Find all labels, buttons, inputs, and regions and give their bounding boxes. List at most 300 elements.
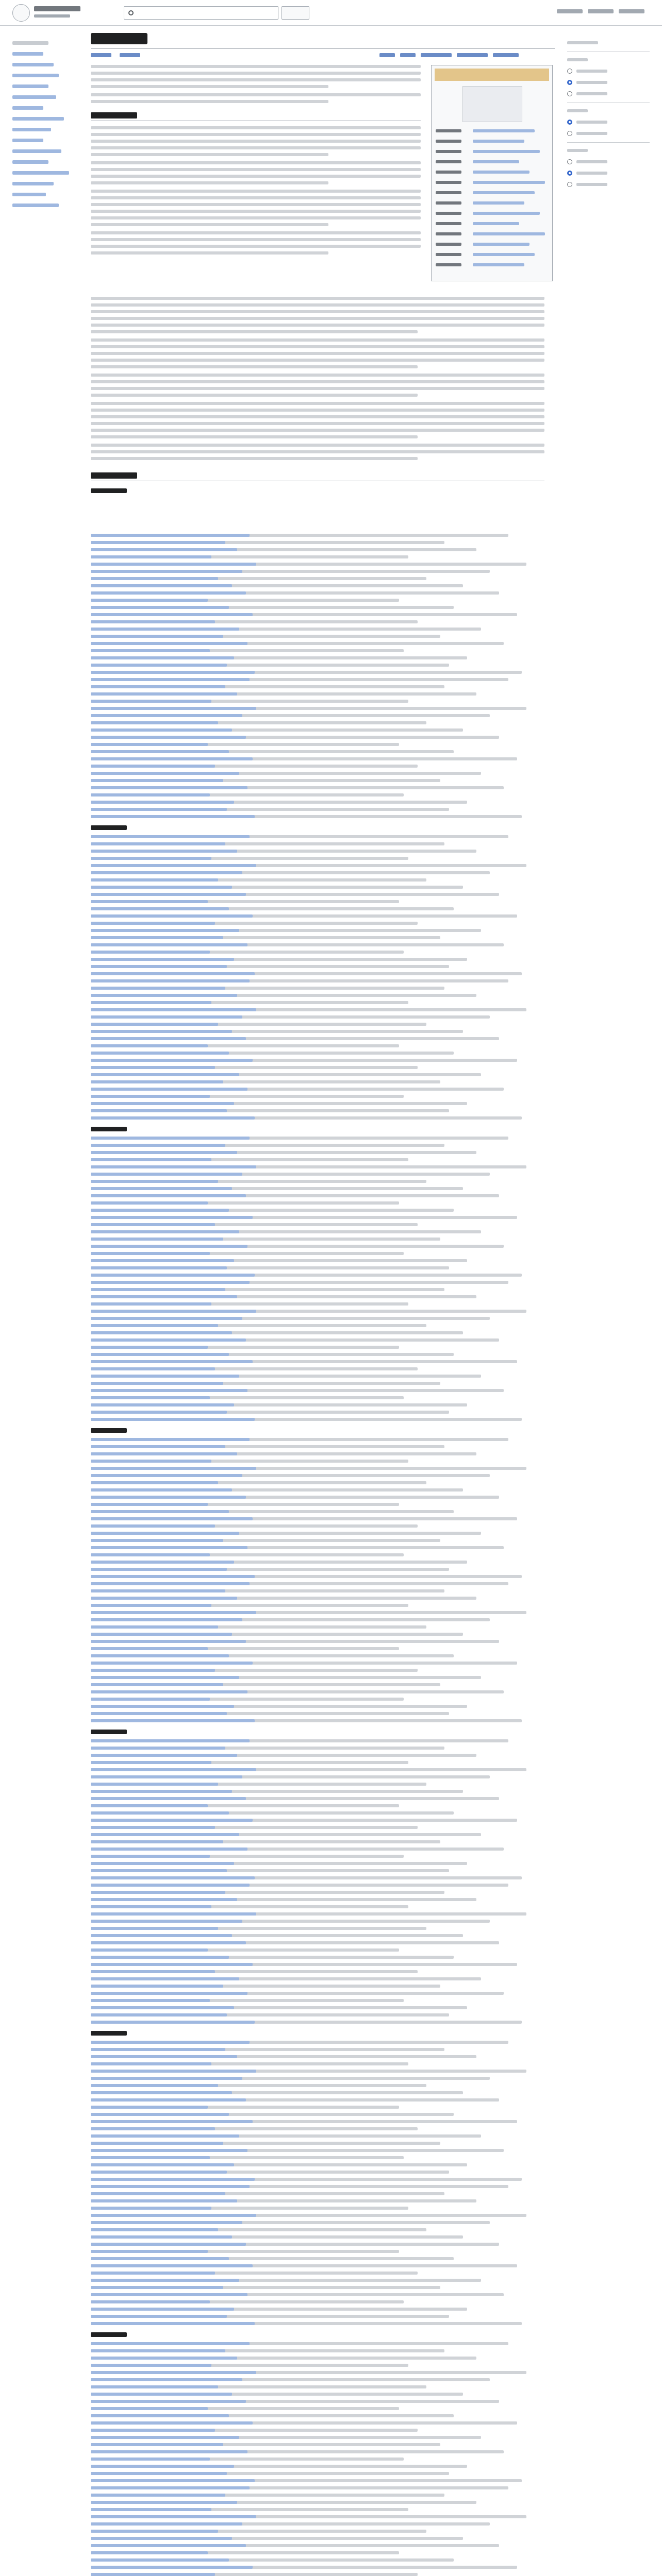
list-item-link[interactable] bbox=[91, 779, 223, 782]
list-item-link[interactable] bbox=[91, 678, 250, 681]
list-item-link[interactable] bbox=[91, 1804, 208, 1807]
list-item-link[interactable] bbox=[91, 1633, 232, 1636]
tab-read[interactable] bbox=[379, 53, 395, 57]
list-item-link[interactable] bbox=[91, 1811, 229, 1815]
list-item-link[interactable] bbox=[91, 534, 250, 537]
list-item-link[interactable] bbox=[91, 1151, 237, 1154]
list-item-link[interactable] bbox=[91, 1331, 232, 1334]
list-item-link[interactable] bbox=[91, 808, 227, 811]
list-item-link[interactable] bbox=[91, 907, 229, 910]
list-item-link[interactable] bbox=[91, 1481, 218, 1484]
header-link-1[interactable] bbox=[557, 9, 583, 13]
list-item-link[interactable] bbox=[91, 1747, 225, 1750]
list-item-link[interactable] bbox=[91, 2013, 227, 2016]
list-item-link[interactable] bbox=[91, 2272, 215, 2275]
list-item-link[interactable] bbox=[91, 1510, 229, 1513]
list-item-link[interactable] bbox=[91, 900, 208, 903]
list-item-link[interactable] bbox=[91, 2400, 246, 2403]
list-item-link[interactable] bbox=[91, 1187, 232, 1190]
list-item-link[interactable] bbox=[91, 2407, 208, 2410]
list-item-link[interactable] bbox=[91, 1445, 225, 1448]
list-item-link[interactable] bbox=[91, 1496, 246, 1499]
list-item-link[interactable] bbox=[91, 2357, 237, 2360]
list-item-link[interactable] bbox=[91, 1403, 234, 1406]
list-item-link[interactable] bbox=[91, 1920, 242, 1923]
list-item-link[interactable] bbox=[91, 1137, 250, 1140]
list-item-link[interactable] bbox=[91, 1165, 256, 1168]
list-item-link[interactable] bbox=[91, 2062, 211, 2065]
list-item-link[interactable] bbox=[91, 1102, 234, 1105]
list-item-link[interactable] bbox=[91, 1862, 234, 1865]
radio-indicator[interactable] bbox=[567, 171, 572, 176]
list-item-link[interactable] bbox=[91, 1999, 210, 2002]
list-item-link[interactable] bbox=[91, 1375, 239, 1378]
infobox-value[interactable] bbox=[473, 150, 540, 153]
sidebar-item[interactable] bbox=[12, 84, 48, 88]
list-item-link[interactable] bbox=[91, 1144, 225, 1147]
list-item-link[interactable] bbox=[91, 1869, 227, 1872]
list-item-link[interactable] bbox=[91, 2185, 250, 2188]
list-item-link[interactable] bbox=[91, 929, 239, 932]
list-item-link[interactable] bbox=[91, 2385, 218, 2388]
list-item-link[interactable] bbox=[91, 628, 239, 631]
list-item-link[interactable] bbox=[91, 835, 250, 838]
list-item-link[interactable] bbox=[91, 1324, 218, 1327]
list-item-link[interactable] bbox=[91, 994, 237, 997]
list-item-link[interactable] bbox=[91, 1898, 237, 1901]
list-item-link[interactable] bbox=[91, 2551, 208, 2554]
list-item-link[interactable] bbox=[91, 1783, 218, 1786]
list-item-link[interactable] bbox=[91, 1474, 242, 1477]
list-item-link[interactable] bbox=[91, 1912, 256, 1916]
list-item-link[interactable] bbox=[91, 2472, 227, 2475]
radio-indicator[interactable] bbox=[567, 131, 572, 136]
sidebar-item[interactable] bbox=[12, 160, 48, 164]
list-item-link[interactable] bbox=[91, 2041, 250, 2044]
list-item-link[interactable] bbox=[91, 2414, 229, 2417]
list-item-link[interactable] bbox=[91, 815, 255, 818]
list-item-link[interactable] bbox=[91, 1539, 223, 1542]
list-item-link[interactable] bbox=[91, 1438, 250, 1441]
list-item-link[interactable] bbox=[91, 936, 223, 939]
color-option[interactable] bbox=[567, 159, 650, 164]
infobox-value[interactable] bbox=[473, 129, 535, 132]
color-option[interactable] bbox=[567, 182, 650, 187]
list-item-link[interactable] bbox=[91, 606, 229, 609]
list-item-link[interactable] bbox=[91, 2322, 255, 2325]
list-item-link[interactable] bbox=[91, 2098, 246, 2102]
list-item-link[interactable] bbox=[91, 1532, 239, 1535]
list-item-link[interactable] bbox=[91, 842, 225, 845]
sidebar-item[interactable] bbox=[12, 74, 59, 77]
list-item-link[interactable] bbox=[91, 2070, 256, 2073]
list-item-link[interactable] bbox=[91, 1194, 246, 1197]
list-item-link[interactable] bbox=[91, 1338, 246, 1342]
list-item-link[interactable] bbox=[91, 2156, 210, 2159]
list-item-link[interactable] bbox=[91, 1698, 210, 1701]
list-item-link[interactable] bbox=[91, 2048, 225, 2051]
sidebar-item[interactable] bbox=[12, 182, 54, 185]
list-item-link[interactable] bbox=[91, 1353, 229, 1356]
list-item-link[interactable] bbox=[91, 1467, 256, 1470]
list-item-link[interactable] bbox=[91, 1044, 208, 1047]
list-item-link[interactable] bbox=[91, 2364, 211, 2367]
list-item-link[interactable] bbox=[91, 2264, 253, 2267]
list-item-link[interactable] bbox=[91, 2163, 234, 2166]
infobox-value[interactable] bbox=[473, 181, 545, 184]
list-item-link[interactable] bbox=[91, 1173, 242, 1176]
list-item-link[interactable] bbox=[91, 1245, 247, 1248]
list-item-link[interactable] bbox=[91, 2192, 225, 2195]
list-item-link[interactable] bbox=[91, 1826, 215, 1829]
list-item-link[interactable] bbox=[91, 1180, 218, 1183]
list-item-link[interactable] bbox=[91, 1604, 211, 1607]
radio-indicator[interactable] bbox=[567, 182, 572, 187]
list-item-link[interactable] bbox=[91, 2055, 237, 2058]
list-item-link[interactable] bbox=[91, 1927, 218, 1930]
list-item-link[interactable] bbox=[91, 1503, 208, 1506]
list-item-link[interactable] bbox=[91, 2443, 223, 2446]
list-item-link[interactable] bbox=[91, 1848, 247, 1851]
list-item-link[interactable] bbox=[91, 864, 256, 867]
list-item-link[interactable] bbox=[91, 1876, 255, 1879]
tab-history[interactable] bbox=[457, 53, 488, 57]
list-item-link[interactable] bbox=[91, 1683, 223, 1686]
list-item-link[interactable] bbox=[91, 2279, 239, 2282]
list-item-link[interactable] bbox=[91, 765, 215, 768]
list-item-link[interactable] bbox=[91, 2077, 242, 2080]
list-item-link[interactable] bbox=[91, 1597, 237, 1600]
sidebar-item[interactable] bbox=[12, 117, 64, 121]
list-item-link[interactable] bbox=[91, 878, 218, 882]
list-item-link[interactable] bbox=[91, 2142, 223, 2145]
list-item-link[interactable] bbox=[91, 577, 218, 580]
list-item-link[interactable] bbox=[91, 584, 232, 587]
list-item-link[interactable] bbox=[91, 1059, 253, 1062]
list-item-link[interactable] bbox=[91, 2530, 218, 2533]
list-item-link[interactable] bbox=[91, 1891, 225, 1894]
list-item-link[interactable] bbox=[91, 2515, 256, 2518]
list-item-link[interactable] bbox=[91, 2286, 223, 2289]
list-item-link[interactable] bbox=[91, 1080, 223, 1083]
list-item-link[interactable] bbox=[91, 2371, 256, 2374]
list-item-link[interactable] bbox=[91, 1460, 211, 1463]
list-item-link[interactable] bbox=[91, 2091, 232, 2094]
list-item-link[interactable] bbox=[91, 1662, 253, 1665]
list-item-link[interactable] bbox=[91, 1833, 239, 1836]
list-item-link[interactable] bbox=[91, 2207, 211, 2210]
list-item-link[interactable] bbox=[91, 2421, 253, 2425]
list-item-link[interactable] bbox=[91, 2257, 229, 2260]
list-item-link[interactable] bbox=[91, 1561, 234, 1564]
list-item-link[interactable] bbox=[91, 2349, 225, 2352]
list-item-link[interactable] bbox=[91, 2573, 215, 2576]
list-item-link[interactable] bbox=[91, 1669, 215, 1672]
list-item-link[interactable] bbox=[91, 1640, 246, 1643]
list-item-link[interactable] bbox=[91, 2106, 208, 2109]
list-item-link[interactable] bbox=[91, 2566, 253, 2569]
list-item-link[interactable] bbox=[91, 886, 232, 889]
list-item-link[interactable] bbox=[91, 548, 237, 551]
list-item-link[interactable] bbox=[91, 1517, 253, 1520]
infobox-value[interactable] bbox=[473, 212, 540, 215]
list-item-link[interactable] bbox=[91, 1625, 218, 1629]
list-item-link[interactable] bbox=[91, 2243, 246, 2246]
list-item-link[interactable] bbox=[91, 1985, 223, 1988]
list-item-link[interactable] bbox=[91, 1310, 256, 1313]
infobox-value[interactable] bbox=[473, 171, 529, 174]
list-item-link[interactable] bbox=[91, 1001, 211, 1004]
list-item-link[interactable] bbox=[91, 801, 234, 804]
infobox-value[interactable] bbox=[473, 222, 519, 225]
list-item-link[interactable] bbox=[91, 2537, 232, 2540]
list-item-link[interactable] bbox=[91, 721, 218, 724]
search-button[interactable] bbox=[282, 6, 309, 20]
list-item-link[interactable] bbox=[91, 620, 215, 623]
list-item-link[interactable] bbox=[91, 1109, 227, 1112]
list-item-link[interactable] bbox=[91, 2134, 239, 2138]
list-item-link[interactable] bbox=[91, 2221, 242, 2224]
list-item-link[interactable] bbox=[91, 2021, 255, 2024]
list-item-link[interactable] bbox=[91, 728, 232, 732]
list-item-link[interactable] bbox=[91, 2436, 239, 2439]
infobox-value[interactable] bbox=[473, 191, 535, 194]
list-item-link[interactable] bbox=[91, 2178, 255, 2181]
list-item-link[interactable] bbox=[91, 1411, 227, 1414]
list-item-link[interactable] bbox=[91, 1719, 255, 1722]
list-item-link[interactable] bbox=[91, 2450, 247, 2453]
list-item-link[interactable] bbox=[91, 2006, 234, 2009]
header-link-2[interactable] bbox=[588, 9, 614, 13]
list-item-link[interactable] bbox=[91, 1201, 208, 1205]
list-item-link[interactable] bbox=[91, 1582, 250, 1585]
list-item-link[interactable] bbox=[91, 2228, 218, 2231]
tab-page[interactable] bbox=[91, 53, 111, 57]
list-item-link[interactable] bbox=[91, 1705, 234, 1708]
infobox-value[interactable] bbox=[473, 232, 545, 235]
list-item-link[interactable] bbox=[91, 700, 211, 703]
sidebar-item[interactable] bbox=[12, 63, 54, 66]
list-item-link[interactable] bbox=[91, 893, 246, 896]
list-item-link[interactable] bbox=[91, 707, 256, 710]
list-item-link[interactable] bbox=[91, 1382, 223, 1385]
list-item-link[interactable] bbox=[91, 1230, 239, 1233]
list-item-link[interactable] bbox=[91, 1223, 215, 1226]
list-item-link[interactable] bbox=[91, 1568, 227, 1571]
list-item-link[interactable] bbox=[91, 2465, 234, 2468]
infobox-value[interactable] bbox=[473, 253, 535, 256]
list-item-link[interactable] bbox=[91, 1739, 250, 1742]
list-item-link[interactable] bbox=[91, 1015, 242, 1019]
list-item-link[interactable] bbox=[91, 1840, 223, 1843]
list-item-link[interactable] bbox=[91, 1052, 229, 1055]
list-item-link[interactable] bbox=[91, 1030, 232, 1033]
list-item-link[interactable] bbox=[91, 1611, 256, 1614]
list-item-link[interactable] bbox=[91, 1295, 237, 1298]
list-item-link[interactable] bbox=[91, 1546, 247, 1549]
list-item-link[interactable] bbox=[91, 987, 225, 990]
radio-indicator[interactable] bbox=[567, 69, 572, 74]
list-item-link[interactable] bbox=[91, 2429, 215, 2432]
list-item-link[interactable] bbox=[91, 1647, 208, 1650]
radio-indicator[interactable] bbox=[567, 91, 572, 96]
list-item-link[interactable] bbox=[91, 914, 253, 918]
list-item-link[interactable] bbox=[91, 1977, 239, 1980]
list-item-link[interactable] bbox=[91, 599, 208, 602]
list-item-link[interactable] bbox=[91, 1934, 232, 1937]
list-item-link[interactable] bbox=[91, 2127, 215, 2130]
list-item-link[interactable] bbox=[91, 1452, 237, 1455]
list-item-link[interactable] bbox=[91, 850, 237, 853]
list-item-link[interactable] bbox=[91, 772, 239, 775]
list-item-link[interactable] bbox=[91, 2558, 229, 2562]
list-item-link[interactable] bbox=[91, 1754, 237, 1757]
list-item-link[interactable] bbox=[91, 1768, 256, 1771]
infobox-value[interactable] bbox=[473, 140, 524, 143]
list-item-link[interactable] bbox=[91, 1654, 229, 1657]
search-input[interactable] bbox=[124, 6, 278, 20]
width-option[interactable] bbox=[567, 120, 650, 125]
list-item-link[interactable] bbox=[91, 1216, 253, 1219]
list-item-link[interactable] bbox=[91, 1488, 232, 1492]
list-item-link[interactable] bbox=[91, 757, 253, 760]
list-item-link[interactable] bbox=[91, 2522, 242, 2526]
list-item-link[interactable] bbox=[91, 563, 256, 566]
list-item-link[interactable] bbox=[91, 1941, 246, 1944]
tab-tools[interactable] bbox=[493, 53, 519, 57]
list-item-link[interactable] bbox=[91, 1037, 246, 1040]
list-item-link[interactable] bbox=[91, 2494, 225, 2497]
list-item-link[interactable] bbox=[91, 664, 227, 667]
list-item-link[interactable] bbox=[91, 2084, 218, 2087]
list-item-link[interactable] bbox=[91, 2300, 210, 2303]
list-item-link[interactable] bbox=[91, 1790, 232, 1793]
list-item-link[interactable] bbox=[91, 671, 255, 674]
list-item-link[interactable] bbox=[91, 656, 234, 659]
list-item-link[interactable] bbox=[91, 591, 246, 595]
list-item-link[interactable] bbox=[91, 1302, 211, 1306]
list-item-link[interactable] bbox=[91, 1158, 211, 1161]
list-item-link[interactable] bbox=[91, 736, 246, 739]
list-item-link[interactable] bbox=[91, 1266, 227, 1269]
list-item-link[interactable] bbox=[91, 1209, 229, 1212]
list-item-link[interactable] bbox=[91, 613, 253, 616]
sidebar-item[interactable] bbox=[12, 171, 69, 175]
site-logo[interactable] bbox=[12, 4, 30, 22]
list-item-link[interactable] bbox=[91, 943, 247, 946]
list-item-link[interactable] bbox=[91, 1589, 225, 1592]
list-item-link[interactable] bbox=[91, 1761, 211, 1764]
list-item-link[interactable] bbox=[91, 2544, 246, 2547]
list-item-link[interactable] bbox=[91, 1238, 223, 1241]
list-item-link[interactable] bbox=[91, 1775, 242, 1778]
list-item-link[interactable] bbox=[91, 2479, 255, 2482]
list-item-link[interactable] bbox=[91, 1676, 239, 1679]
list-item-link[interactable] bbox=[91, 2342, 250, 2345]
list-item-link[interactable] bbox=[91, 1884, 250, 1887]
infobox-value[interactable] bbox=[473, 243, 529, 246]
list-item-link[interactable] bbox=[91, 2199, 237, 2202]
list-item-link[interactable] bbox=[91, 685, 225, 688]
width-option[interactable] bbox=[567, 131, 650, 136]
list-item-link[interactable] bbox=[91, 1259, 234, 1262]
list-item-link[interactable] bbox=[91, 1524, 215, 1528]
list-item-link[interactable] bbox=[91, 1855, 210, 1858]
list-item-link[interactable] bbox=[91, 1360, 253, 1363]
sidebar-item[interactable] bbox=[12, 193, 46, 196]
list-item-link[interactable] bbox=[91, 692, 237, 696]
radio-indicator[interactable] bbox=[567, 80, 572, 85]
sidebar-item[interactable] bbox=[12, 128, 51, 131]
list-item-link[interactable] bbox=[91, 2235, 232, 2239]
list-item-link[interactable] bbox=[91, 1712, 227, 1715]
sidebar-item[interactable] bbox=[12, 204, 59, 207]
list-item-link[interactable] bbox=[91, 922, 215, 925]
list-item-link[interactable] bbox=[91, 642, 247, 645]
list-item-link[interactable] bbox=[91, 951, 210, 954]
list-item-link[interactable] bbox=[91, 1116, 255, 1120]
list-item-link[interactable] bbox=[91, 1905, 211, 1908]
list-item-link[interactable] bbox=[91, 1418, 255, 1421]
list-item-link[interactable] bbox=[91, 1956, 229, 1959]
list-item-link[interactable] bbox=[91, 1088, 247, 1091]
list-item-link[interactable] bbox=[91, 1008, 256, 1011]
list-item-link[interactable] bbox=[91, 1948, 208, 1952]
list-item-link[interactable] bbox=[91, 2171, 227, 2174]
list-item-link[interactable] bbox=[91, 871, 242, 874]
list-item-link[interactable] bbox=[91, 958, 234, 961]
list-item-link[interactable] bbox=[91, 2293, 247, 2296]
list-item-link[interactable] bbox=[91, 2120, 253, 2123]
list-item-link[interactable] bbox=[91, 1367, 215, 1370]
list-item-link[interactable] bbox=[91, 2214, 256, 2217]
list-item-link[interactable] bbox=[91, 2315, 227, 2318]
list-item-link[interactable] bbox=[91, 635, 223, 638]
list-item-link[interactable] bbox=[91, 793, 210, 796]
text-size-option[interactable] bbox=[567, 69, 650, 74]
list-item-link[interactable] bbox=[91, 1288, 225, 1291]
list-item-link[interactable] bbox=[91, 786, 247, 789]
color-option[interactable] bbox=[567, 171, 650, 176]
list-item-link[interactable] bbox=[91, 972, 255, 975]
infobox-value[interactable] bbox=[473, 201, 524, 205]
list-item-link[interactable] bbox=[91, 555, 211, 558]
list-item-link[interactable] bbox=[91, 2113, 229, 2116]
list-item-link[interactable] bbox=[91, 649, 210, 652]
list-item-link[interactable] bbox=[91, 743, 208, 746]
list-item-link[interactable] bbox=[91, 2486, 250, 2489]
list-item-link[interactable] bbox=[91, 1819, 253, 1822]
list-item-link[interactable] bbox=[91, 1023, 218, 1026]
sidebar-item[interactable] bbox=[12, 149, 61, 153]
list-item-link[interactable] bbox=[91, 2149, 247, 2152]
sidebar-item[interactable] bbox=[12, 139, 43, 142]
tab-edit[interactable] bbox=[400, 53, 416, 57]
infobox-value[interactable] bbox=[473, 263, 524, 266]
list-item-link[interactable] bbox=[91, 570, 242, 573]
list-item-link[interactable] bbox=[91, 1553, 210, 1556]
list-item-link[interactable] bbox=[91, 1797, 246, 1800]
list-item-link[interactable] bbox=[91, 1317, 242, 1320]
sidebar-item[interactable] bbox=[12, 52, 43, 56]
list-item-link[interactable] bbox=[91, 1073, 239, 1076]
list-item-link[interactable] bbox=[91, 714, 242, 717]
sidebar-item[interactable] bbox=[12, 106, 43, 110]
tab-edit-source[interactable] bbox=[421, 53, 452, 57]
list-item-link[interactable] bbox=[91, 1575, 255, 1578]
list-item-link[interactable] bbox=[91, 2308, 234, 2311]
list-item-link[interactable] bbox=[91, 1346, 208, 1349]
